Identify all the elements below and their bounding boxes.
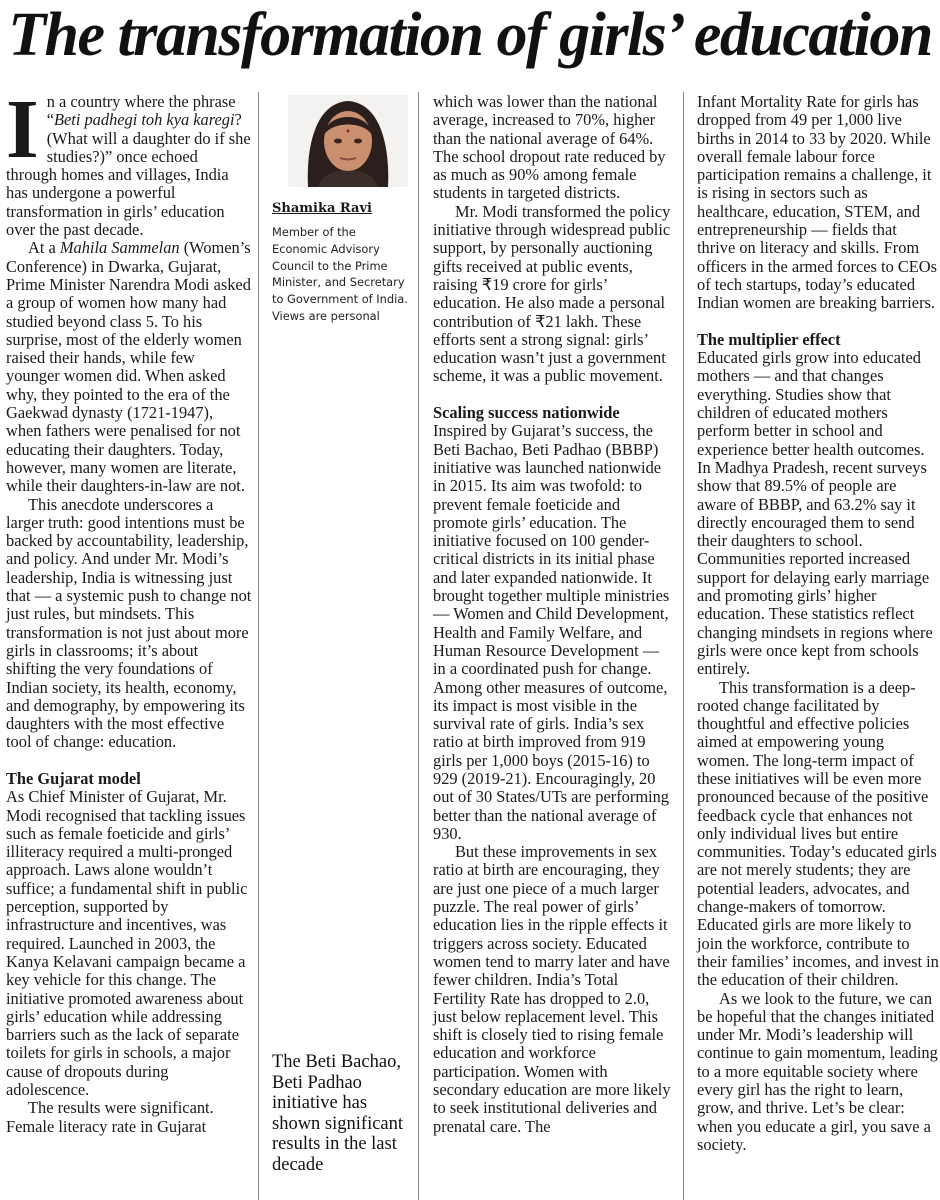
article-paragraph	[6, 496, 252, 752]
article-paragraph	[433, 843, 673, 1136]
headline: The transformation of girls’ education	[8, 1, 932, 69]
article-paragraph	[6, 788, 252, 1099]
text: As we look to the future, we can be hopeful that the changes initiated under Mr. Modi’s leadership will continue to gain momentum, leading to a more equitable society where every girl has the right to learn, grow, and thrive. Let’s be clear: when you educate a girl, you save a society.	[697, 988, 938, 1154]
article-paragraph	[433, 203, 673, 386]
article-column-3	[697, 93, 939, 1154]
article-paragraph	[6, 239, 252, 495]
author-box	[272, 95, 414, 325]
article-paragraph	[6, 83, 252, 240]
text: This anecdote underscores a larger truth: good intentions must be backed by accountability, leadership, and policy. And under Mr. Modi’s leadership, India is witnessing just that — a systemic push to change not just rules, but mindsets. This transformation is not just about more girls in classrooms; it’s about shifting the very foundations of Indian society, its health, economy, and demography, by empowering its daughters with the most effective tool of change: education.	[6, 494, 252, 752]
section-heading: Scaling success nationwide	[433, 403, 620, 423]
drop-cap: I	[6, 83, 39, 176]
article-paragraph	[697, 349, 939, 678]
article-paragraph	[697, 679, 939, 990]
text: (Women’s Conference) in Dwarka, Gujarat, Prime Minister Narendra Modi asked a group of women how many had studied beyond class 5. To his surprise, most of the elderly women raised their hands, while few younger women did. When asked why, they pointed to the era of the Gaekwad dynasty (1721-1947), when fathers were penalised for not educating their daughters. Today, however, many women are literate, while their daughters-in-law are not.	[6, 238, 251, 496]
article-paragraph	[6, 1099, 252, 1136]
text: Infant Mortality Rate for girls has dropped from 49 per 1,000 live births in 2014 to 33 by 2020. While overall female labour force participation remains a challenge, it is rising in sectors such as healthcare, education, STEM, and entrepreneurship — fields that thrive on literacy and skills. From officers in the armed forces to CEOs of tech startups, today’s educated Indian women are breaking barriers.	[697, 92, 938, 313]
author-bio: Member of the Economic Advisory Council to the Prime Minister, and Secretary to Government of India. Views are personal	[272, 225, 408, 323]
text: Inspired by Gujarat’s success, the Beti Bachao, Beti Padhao (BBBP) initiative was launched nationwide in 2015. Its aim was twofold: to prevent female foeticide and promote girls’ education. The initiative focused on 100 gender-critical districts in its initial phase and later expanded nationwide. It brought together multiple ministries — Women and Child Development, Health and Family Welfare, and Human Resource Development — in a coordinated push for change. Among other measures of outcome, its impact is most visible in the survival rate of girls. India’s sex ratio at birth improved from 919 girls per 1,000 boys (2015-16) to 929 (2019-21). Encouragingly, 20 out of 30 States/UTs are performing better than the national average of 930.	[433, 421, 670, 843]
text: As Chief Minister of Gujarat, Mr. Modi recognised that tackling issues such as female foeticide and girls’ illiteracy required a multi-pronged approach. Laws alone wouldn’t suffice; a fundamental shift in public perception, supported by infrastructure and incentives, was required. Launched in 2003, the Kanya Kelavani campaign became a key vehicle for this change. The initiative promoted awareness about girls’ education while addressing barriers such as the lack of separate toilets for girls in schools, a major cause of dropouts during adolescence.	[6, 787, 248, 1100]
article-paragraph	[697, 990, 939, 1155]
text: n a country where the phrase “	[46, 92, 236, 130]
text: which was lower than the national average, increased to 70%, higher than the national average of 64%. The school dropout rate reduced by as much as 90% among female students in targeted districts.	[433, 92, 666, 203]
column-divider	[683, 92, 684, 1200]
author-name[interactable]: Shamika Ravi	[272, 201, 372, 216]
article-paragraph	[433, 93, 673, 203]
article-column-1	[6, 83, 252, 1136]
text: Educated girls grow into educated mothers — and that changes everything. Studies show that children of educated mothers perform better in school and experience better health outcomes. In Madhya Pradesh, recent surveys show that 89.5% of people are aware of BBBP, and 63.2% say it directly encouraged them to send their daughters to school. Communities reported increased support for delaying early marriage and promoting girls’ higher education. These statistics reflect changing mindsets in regions where girls were once kept from schools entirely.	[697, 348, 933, 679]
pull-quote: The Beti Bachao, Beti Padhao initiative has shown significant results in the last decade	[272, 1052, 404, 1175]
section-heading: The Gujarat model	[6, 768, 141, 788]
text: This transformation is a deep-rooted change facilitated by thoughtful and effective policies aimed at empowering young women. The long-term impact of these initiatives will be even more pronounced because of the positive feedback cycle that enhances not only individual lives but entire communities. Today’s educated girls are not merely students; they are potential leaders, advocates, and change-makers of tomorrow. Educated girls are more likely to join the workforce, contribute to their families’ incomes, and invest in the education of their children.	[697, 677, 939, 990]
text: Mr. Modi transformed the policy initiative through widespread public support, by personally auctioning gifts received at public events, raising ₹19 crore for girls’ education. He also made a personal contribution of ₹21 lakh. These efforts sent a strong signal: girls’ education wasn’t just a government scheme, it was a public movement.	[433, 201, 671, 386]
article-paragraph	[697, 93, 939, 313]
section-heading: The multiplier effect	[697, 329, 841, 349]
italic-text: Beti padhegi toh kya karegi	[53, 110, 235, 130]
text: The results were significant. Female literacy rate in Gujarat	[6, 1098, 214, 1136]
author-photo	[288, 95, 408, 187]
column-divider	[258, 92, 259, 1200]
article-paragraph	[433, 422, 673, 843]
article-column-2	[433, 93, 673, 1136]
text: But these improvements in sex ratio at birth are encouraging, they are just one piece of a much larger puzzle. The real power of girls’ education lies in the ripple effects it triggers across society. Educated women tend to marry later and have fewer children. India’s Total Fertility Rate has dropped to 2.0, just below replacement level. This shift is closely tied to rising female education and workforce participation. Women with secondary education are more likely to seek institutional deliveries and prenatal care. The	[433, 842, 671, 1136]
text: At a	[28, 238, 60, 258]
italic-text: Mahila Sammelan	[59, 238, 180, 258]
text: ? (What will a daughter do if she studies?)” once echoed through homes and villages, India has undergone a powerful transformation in girls’ education over the past decade.	[6, 110, 251, 240]
column-divider	[418, 92, 419, 1200]
